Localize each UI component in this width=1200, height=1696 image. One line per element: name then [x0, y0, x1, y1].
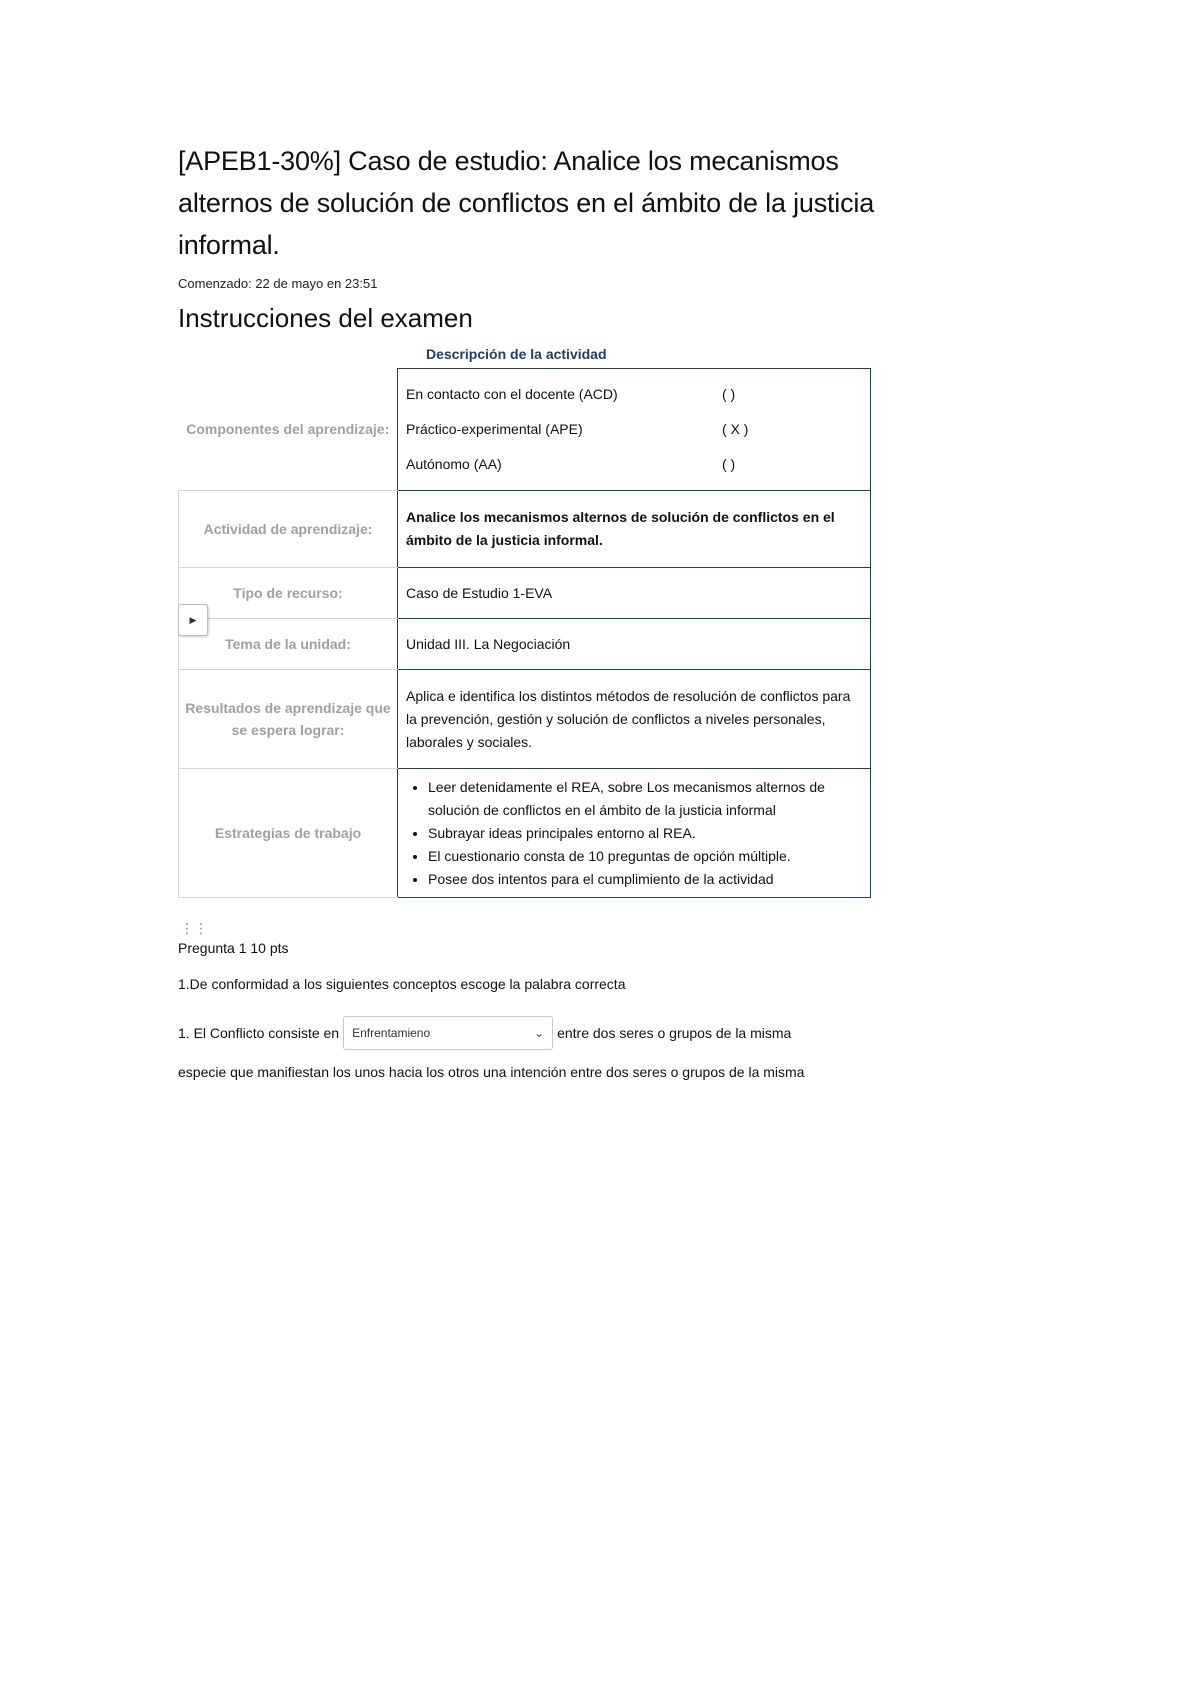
activity-table — [178, 368, 871, 898]
component-item — [406, 412, 862, 447]
strategies-cell — [398, 769, 871, 898]
list-item: • Posee dos intentos para el cumplimiento de la actividad — [428, 868, 862, 891]
resource-value: Caso de Estudio 1-EVA — [398, 568, 871, 619]
table-row — [179, 769, 871, 898]
activity-label: Actividad de aprendizaje: — [179, 491, 398, 568]
component-mark: ( X ) — [722, 421, 749, 437]
select-value: Enfrentamieno — [352, 1026, 431, 1040]
resource-label: Tipo de recurso: — [179, 568, 398, 619]
table-row — [179, 568, 871, 619]
list-item: • El cuestionario consta de 10 preguntas de opción múltiple. — [428, 845, 862, 868]
page-title: [APEB1-30%] Caso de estudio: Analice los mecanismos alternos de solución de conflictos en el ámbito de la justicia informal. — [178, 146, 875, 260]
list-item: • Leer detenidamente el REA, sobre Los mecanismos alternos de solución de conflictos en el ámbito de la justicia informal — [428, 776, 862, 822]
answer-select[interactable] — [343, 1016, 553, 1050]
question-line-2: especie que manifiestan los unos hacia los otros una intención entre dos seres o grupos de la misma — [178, 1064, 805, 1080]
component-item — [406, 377, 862, 412]
component-name: En contacto con el docente (ACD) — [406, 386, 618, 402]
component-mark: ( ) — [722, 386, 736, 402]
play-button[interactable] — [178, 604, 208, 636]
table-row — [179, 670, 871, 769]
started-timestamp: Comenzado: 22 de mayo en 23:51 — [178, 276, 378, 291]
question-text-before: 1. El Conflicto consiste en — [178, 1025, 340, 1041]
table-row — [179, 619, 871, 670]
table-row — [179, 491, 871, 568]
strategies-label: Estrategias de trabajo — [179, 769, 398, 898]
table-row — [179, 369, 871, 491]
component-item — [406, 447, 862, 482]
chevron-down-icon: ⌄ — [534, 1026, 545, 1040]
page-content — [178, 140, 878, 887]
unit-value: Unidad III. La Negociación — [398, 619, 871, 670]
components-label: Componentes del aprendizaje: — [179, 369, 398, 491]
component-mark: ( ) — [722, 456, 736, 472]
instructions-heading: Instrucciones del examen — [178, 303, 473, 333]
results-value: Aplica e identifica los distintos métodos de resolución de conflictos para la prevención, gestión y solución de conflictos a niveles personales, laborales y sociales. — [398, 670, 871, 769]
list-item: • Subrayar ideas principales entorno al REA. — [428, 822, 862, 845]
question-text-after: entre dos seres o grupos de la misma — [557, 1025, 792, 1041]
question-header: Pregunta 1 10 pts — [178, 940, 289, 956]
drag-handle-icon[interactable]: ⋮⋮ — [180, 920, 208, 936]
component-name: Práctico-experimental (APE) — [406, 421, 583, 437]
question-line-1 — [178, 1016, 791, 1050]
results-label: Resultados de aprendizaje que se espera lograr: — [179, 670, 398, 769]
activity-value: Analice los mecanismos alternos de solución de conflictos en el ámbito de la justicia informal. — [398, 491, 871, 568]
unit-label: Tema de la unidad: — [179, 619, 398, 670]
strategies-list — [406, 776, 862, 891]
component-name: Autónomo (AA) — [406, 456, 502, 472]
activity-caption: Descripción de la actividad — [426, 346, 607, 362]
components-cell — [398, 369, 871, 491]
question-prompt: 1.De conformidad a los siguientes conceptos escoge la palabra correcta — [178, 976, 626, 992]
play-icon: ▶ — [189, 614, 197, 625]
